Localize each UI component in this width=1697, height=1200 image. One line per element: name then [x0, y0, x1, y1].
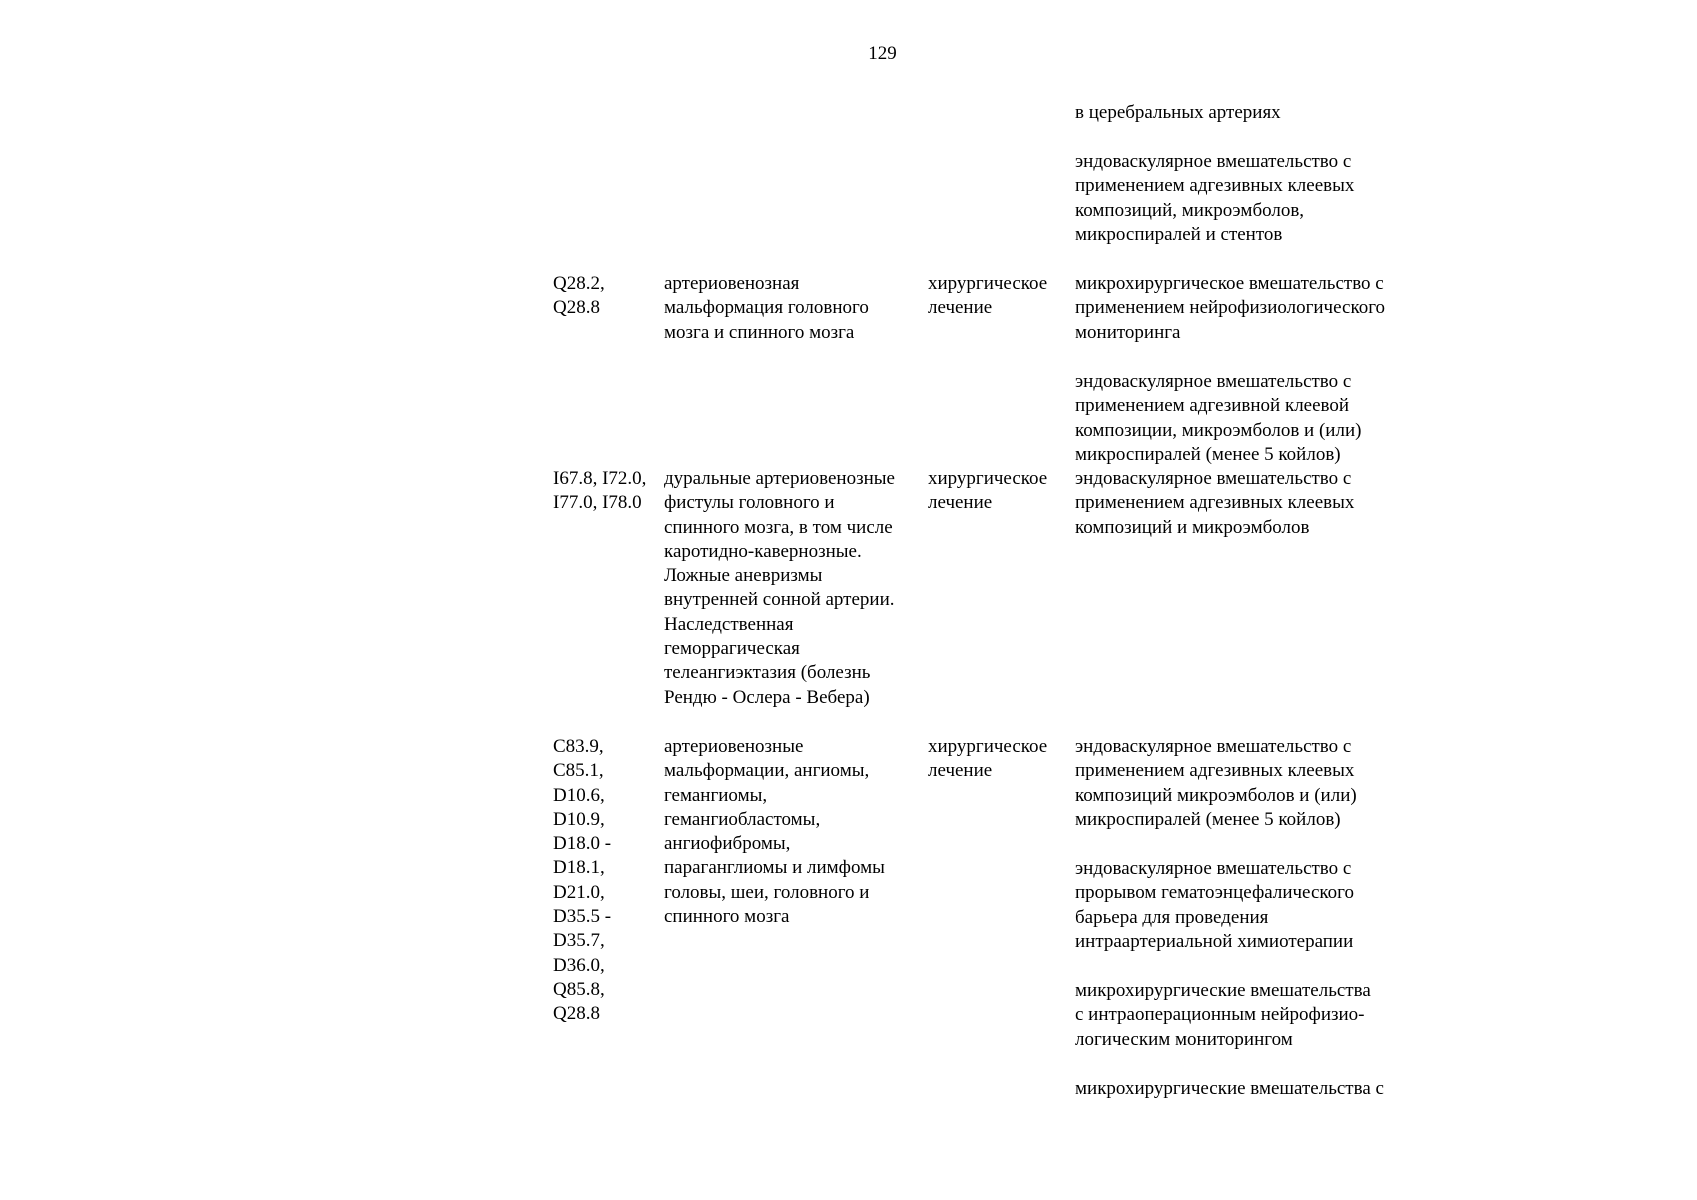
icd-codes-2: I67.8, I72.0, I77.0, I78.0	[553, 468, 647, 514]
method-text-4: эндоваскулярное вмешательство с применением адгезивной клеевой композиции, микроэмболов и (или) микроспиралей (менее 5 койлов)	[1075, 371, 1362, 465]
method-text-2: эндоваскулярное вмешательство с применением адгезивных клеевых композиций, микроэмболов, микроспиралей и стентов	[1075, 151, 1355, 245]
disease-description-1: артериовенозная мальформация головного мозга и спинного мозга	[664, 273, 869, 343]
method-text-3: микрохирургическое вмешательство с применением нейрофизиологического мониторинга	[1075, 273, 1386, 343]
method-text-1: в церебральных артериях	[1075, 102, 1281, 123]
icd-codes-1: Q28.2, Q28.8	[553, 273, 605, 319]
page-number: 129	[868, 43, 897, 64]
method-text-9: микрохирургические вмешательства с	[1075, 1078, 1384, 1099]
treatment-type-1: хирургическое лечение	[928, 273, 1048, 319]
icd-codes-3: C83.9, C85.1, D10.6, D10.9, D18.0 - D18.1, D21.0, D35.5 - D35.7, D36.0, Q85.8, Q28.8	[553, 736, 612, 1025]
method-text-5: эндоваскулярное вмешательство с применением адгезивных клеевых композиций и микроэмболов	[1075, 468, 1355, 538]
method-text-7: эндоваскулярное вмешательство с прорывом гематоэнцефалического барьера для проведения интраартериальной химиотерапии	[1075, 858, 1354, 952]
treatment-type-3: хирургическое лечение	[928, 736, 1048, 782]
disease-description-2: дуральные артериовенозные фистулы головного и спинного мозга, в том числе каротидно-кавернозные. Ложные аневризмы внутренней сонной артерии. Наследственная геморрагическая телеангиэктазия (болезнь Рендю - Ослера - Вебера)	[664, 468, 895, 708]
method-text-8: микрохирургические вмешательства с интраоперационным нейрофизио- логическим мониторингом	[1075, 980, 1371, 1050]
treatment-type-2: хирургическое лечение	[928, 468, 1048, 514]
disease-description-3: артериовенозные мальформации, ангиомы, гемангиомы, гемангиобластомы, ангиофибромы, параганглиомы и лимфомы головы, шеи, головного и спинного мозга	[664, 736, 885, 928]
method-text-6: эндоваскулярное вмешательство с применением адгезивных клеевых композиций микроэмболов и (или) микроспиралей (менее 5 койлов)	[1075, 736, 1357, 830]
